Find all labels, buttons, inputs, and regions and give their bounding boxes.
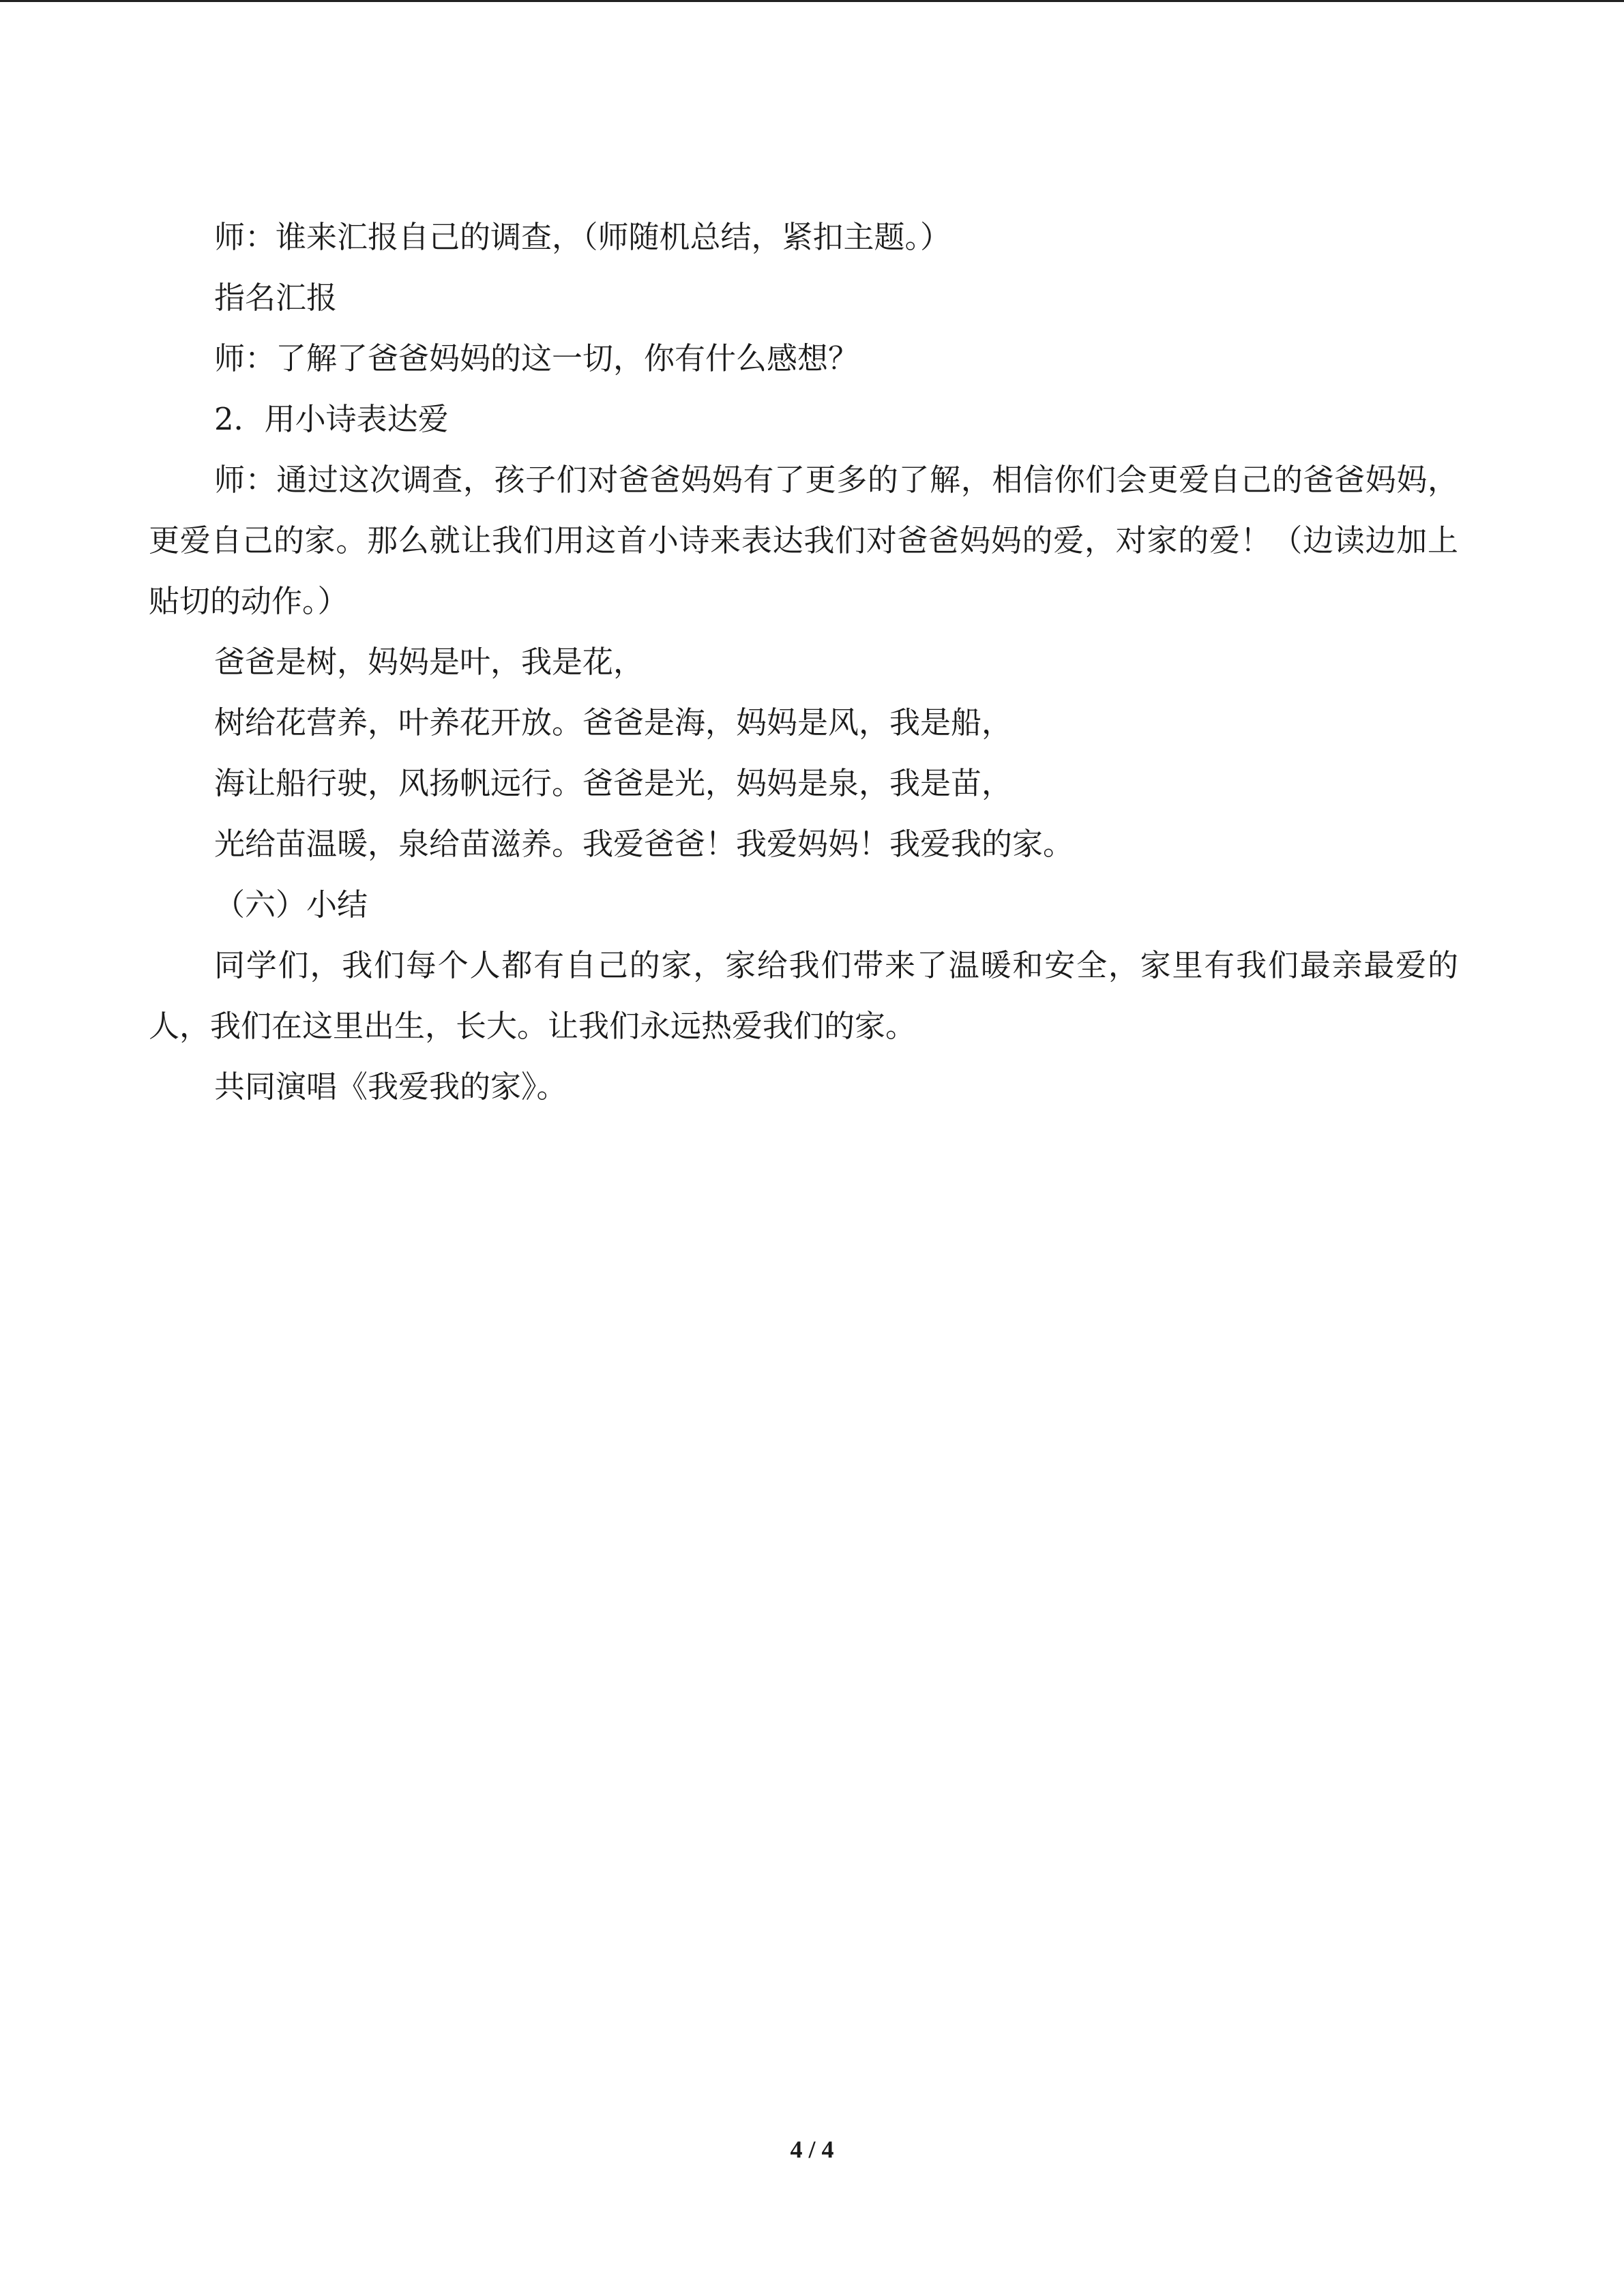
- poem-line-4: 光给苗温暖，泉给苗滋养。我爱爸爸！我爱妈妈！我爱我的家。: [214, 826, 1074, 862]
- section-heading-summary: （六）小结: [214, 886, 368, 923]
- paragraph-named-report: 指名汇报: [214, 280, 338, 316]
- paragraph-feelings-question: 师：了解了爸爸妈妈的这一切，你有什么感想？: [214, 340, 859, 376]
- paragraph-report-question: 师：谁来汇报自己的调查，（师随机总结，紧扣主题。）: [214, 219, 951, 255]
- section-heading-poem: 2．用小诗表达爱: [214, 401, 449, 437]
- poem-line-2: 树给花营养，叶养花开放。爸爸是海，妈妈是风，我是船，: [214, 704, 1013, 741]
- poem-line-3: 海让船行驶，风扬帆远行。爸爸是光，妈妈是泉，我是苗，: [214, 765, 1013, 801]
- paragraph-sing-together: 共同演唱《我爱我的家》。: [214, 1069, 567, 1105]
- document-body: [149, 207, 1458, 1117]
- page-number: 4 / 4: [790, 2136, 834, 2163]
- poem-line-1: 爸爸是树，妈妈是叶，我是花，: [214, 644, 645, 680]
- paragraph-summary: 同学们，我们每个人都有自己的家，家给我们带来了温暖和安全，家里有我们最亲最爱的人，我们在这里出生，长大。让我们永远热爱我们的家。: [149, 947, 1458, 1044]
- paragraph-poem-intro: 师：通过这次调查，孩子们对爸爸妈妈有了更多的了解，相信你们会更爱自己的爸爸妈妈，更爱自己的家。那么就让我们用这首小诗来表达我们对爸爸妈妈的爱，对家的爱！（边读边加上贴切的动作。）: [149, 462, 1458, 619]
